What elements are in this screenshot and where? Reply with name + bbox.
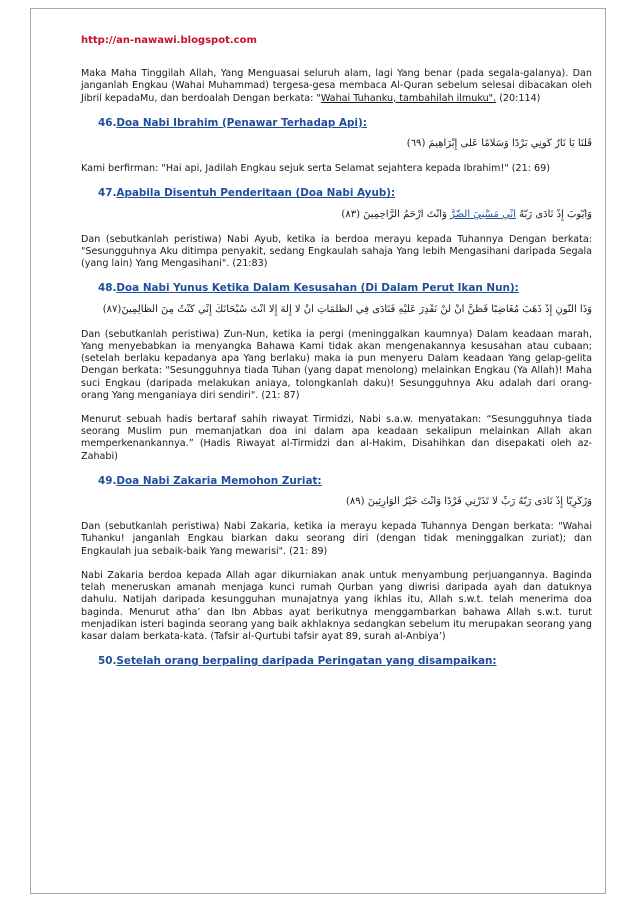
page-content xyxy=(81,35,592,676)
verse-number: (٨٧) xyxy=(102,303,122,315)
translation-46: Kami berfirman: "Hai api, Jadilah Engkau sejuk serta Selamat sejahtera kepada Ibrahim!" (21: 69) xyxy=(81,163,550,175)
section-title-link[interactable]: Apabila Disentuh Penderitaan (Doa Nabi Ayub): xyxy=(116,187,396,200)
blog-url[interactable]: http://an-nawawi.blogspot.com xyxy=(81,35,257,46)
arabic-text: وَأَيُّوبَ إِذْ نَادَى رَبَّهُ xyxy=(515,208,592,220)
arabic-text: وَزَكَرِيَّا إِذْ نَادَى رَبَّهُ رَبِّ لَا تَذَرْنِي فَرْدًا وَأَنْتَ خَيْرُ الْوَارِثِينَ xyxy=(367,496,592,508)
section-heading-49 xyxy=(98,475,592,487)
section-heading-47 xyxy=(98,187,592,199)
hadith-48: Menurut sebuah hadis bertaraf sahih riwayat Tirmidzi, Nabi s.a.w. menyatakan: “Sesungguhnya tiada seorang Muslim pun memanjatkan doa ini dalam apa keadaan sekalipun melainkan Allah akan memperkenankannya.” (Hadis Riwayat al-Tirmidzi dan al-Hakim, Disahihkan dan disepakati oleh az-Zahabi) xyxy=(81,414,592,462)
intro-quote: Wahai Tuhanku, tambahilah ilmuku". xyxy=(320,92,497,104)
section-number: 50. xyxy=(98,655,117,668)
commentary-49: Nabi Zakaria berdoa kepada Allah agar dikurniakan anak untuk menyambung perjuangannya. Baginda telah meneruskan amanah menjaga kunci rumah Qurban yang diwrisi daripada ayah dan datuknya dahulu. Natijah daripada kesungguhan munajatnya yang ikhlas itu, Allah s.w.t. telah menerima doa baginda. Menurut atha’ dan Ibn Abbas ayat berikutnya menggambarkan bahawa Allah s.w.t. turut menjadikan isteri baginda seorang yang baik akhlaknya sedangkan sebelum itu merupakan seorang yang kasar dalam berkata-kata. (Tafsir al-Qurtubi tafsir ayat 89, surah al-Anbiya’) xyxy=(81,569,592,642)
verse-number: (٨٣) xyxy=(341,208,360,220)
section-title-link[interactable]: Setelah orang berpaling daripada Peringatan yang disampaikan: xyxy=(116,655,497,668)
arabic-text: وَذَا النُّونِ إِذْ ذَهَبَ مُغَاضِبًا فَظَنَّ أَنْ لَنْ نَقْدِرَ عَلَيْهِ فَنَادَى فِي الظُّلُمَاتِ أَنْ لَا إِلَهَ إِلَّا أَنْتَ سُبْحَانَكَ إِنِّي كُنْتُ مِنَ الظَّالِمِينَ xyxy=(121,303,592,315)
verse-number: (٨٩) xyxy=(345,496,365,508)
verse-number: (٦٩) xyxy=(406,138,426,150)
arabic-verse-47 xyxy=(81,209,592,221)
arabic-verse-46 xyxy=(81,138,592,150)
section-heading-48 xyxy=(98,282,592,294)
section-heading-50 xyxy=(98,655,592,667)
arabic-highlight: أَنِّي مَسَّنِيَ الضُّرُّ xyxy=(450,208,516,220)
arabic-text-end: وَأَنْتَ أَرْحَمُ الرَّاحِمِينَ xyxy=(363,208,451,220)
arabic-verse-48 xyxy=(81,304,592,316)
intro-paragraph xyxy=(81,68,592,105)
section-heading-46 xyxy=(98,117,592,129)
intro-text: Maka Maha Tinggilah Allah, Yang Menguasai seluruh alam, lagi Yang benar (pada segala-galanya). Dan janganlah Engkau (Wahai Muhammad) tergesa-gesa membaca Al-Quran sebelum selesai dibacakan oleh Jibril kepadaMu, dan berdoalah Dengan berkata: " xyxy=(81,68,592,104)
translation-48: Dan (sebutkanlah peristiwa) Zun-Nun, ketika ia pergi (meninggalkan kaumnya) Dalam keadaan marah, Yang menyebabkan ia menyangka Bahawa Kami tidak akan mengenakannya kesusahan atau cubaan; (setelah berlaku kepadanya apa Yang berlaku) maka ia pun menyeru Dalam keadaan Yang gelap-gelita Dengan berkata: "Sesungguhnya tiada Tuhan (yang dapat menolong) melainkan Engkau (Ya Allah)! Maha suci Engkau (daripada melakukan aniaya, tolongkanlah daku)! Sesungguhnya Aku adalah dari orang-orang Yang menganiaya diri sendiri". (21: 87) xyxy=(81,328,592,401)
arabic-text: قُلْنَا يَا نَارُ كُونِي بَرْدًا وَسَلَامًا عَلَى إِبْرَاهِيمَ xyxy=(428,138,592,150)
section-number: 49. xyxy=(98,474,117,487)
section-title-link[interactable]: Doa Nabi Zakaria Memohon Zuriat: xyxy=(116,474,322,487)
document-page xyxy=(30,8,606,894)
section-number: 47. xyxy=(98,187,117,200)
translation-49: Dan (sebutkanlah peristiwa) Nabi Zakaria, ketika ia merayu kepada Tuhannya Dengan berkata: "Wahai Tuhanku! janganlah Engkau biarkan daku seorang diri (dengan tidak meninggalkan zuriat); dan Engkaulah jua sebaik-baik Yang mewarisi". (21: 89) xyxy=(81,521,592,557)
section-number: 48. xyxy=(98,282,117,295)
section-title-link[interactable]: Doa Nabi Ibrahim (Penawar Terhadap Api): xyxy=(116,116,367,129)
translation-47: Dan (sebutkanlah peristiwa) Nabi Ayub, ketika ia berdoa merayu kepada Tuhannya Dengan berkata: "Sesungguhnya Aku ditimpa penyakit, sedang Engkaulah sahaja Yang lebih Mengasihani daripada Segala (yang lain) Yang Mengasihani". (21:83) xyxy=(81,233,592,270)
section-number: 46. xyxy=(98,116,117,129)
intro-ref: (20:114) xyxy=(496,92,541,104)
arabic-verse-49 xyxy=(81,496,592,508)
section-title-link[interactable]: Doa Nabi Yunus Ketika Dalam Kesusahan (Di Dalam Perut Ikan Nun): xyxy=(116,282,519,295)
